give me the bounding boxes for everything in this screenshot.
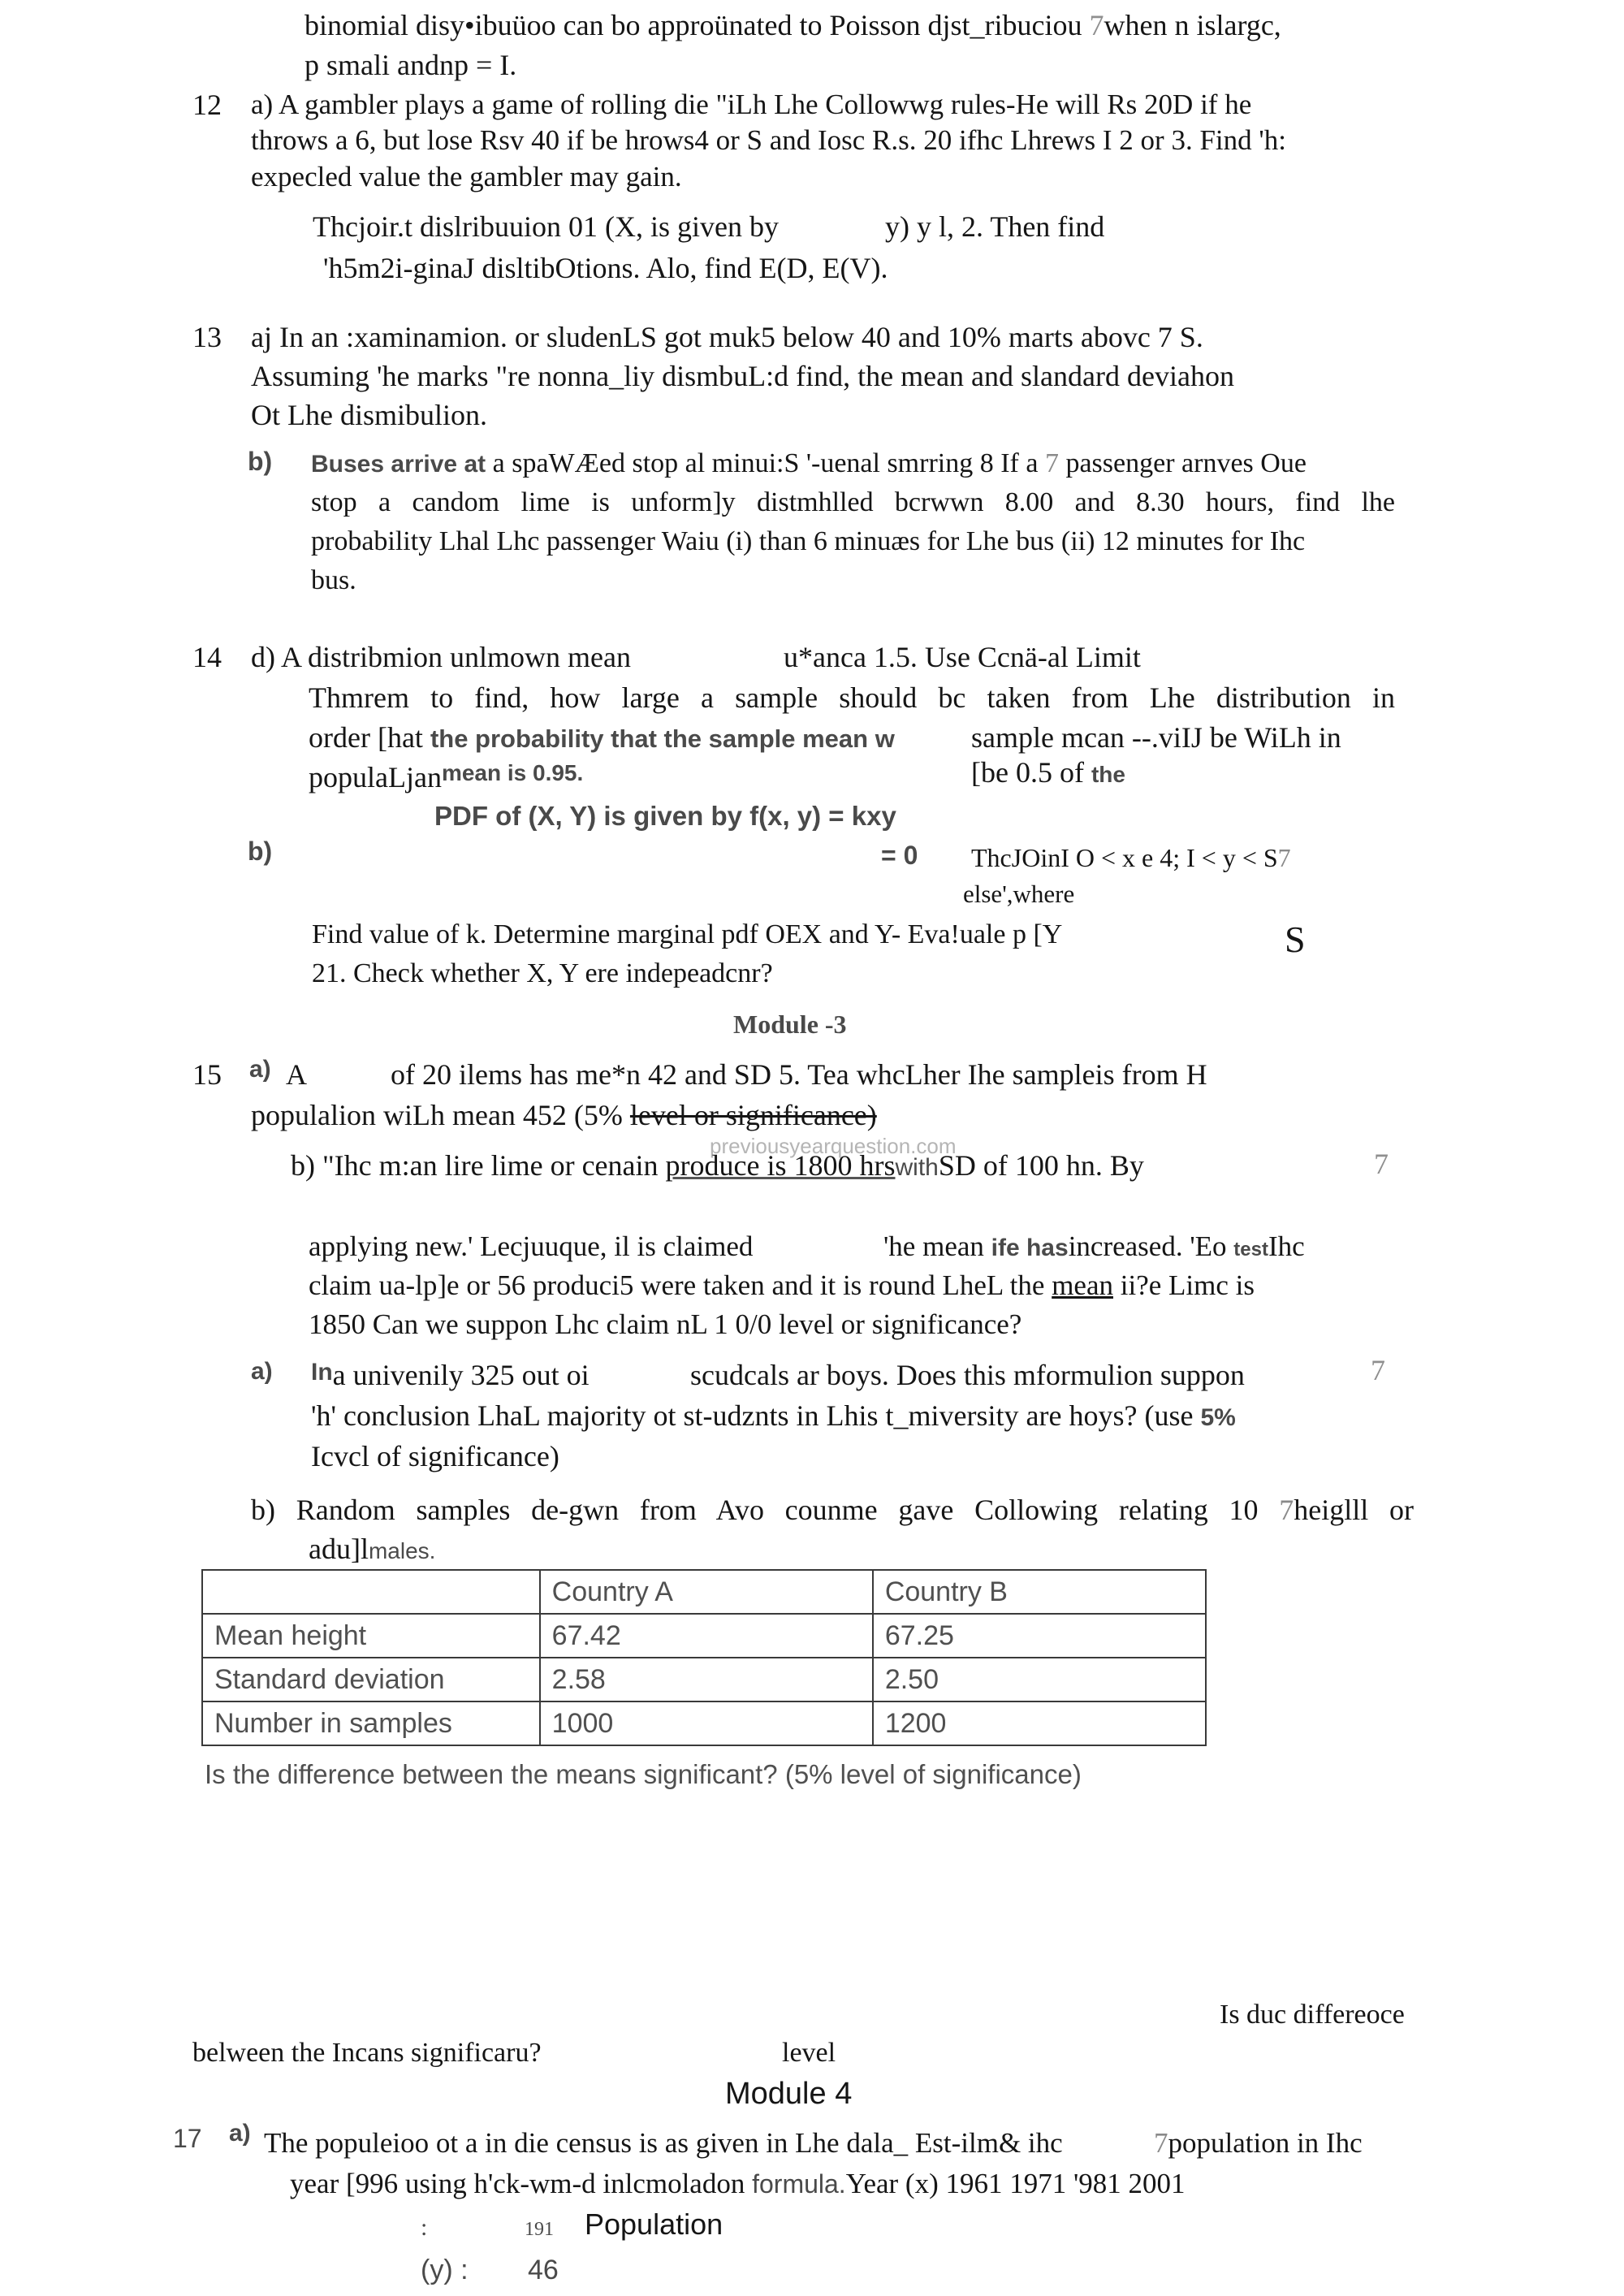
q13a-line-1: aj In an :xaminamion. or sludenLS got muk5 below 40 and 10% marts abovc 7 S.: [251, 321, 1203, 353]
q17-line-3a: :: [421, 2214, 428, 2241]
q17-line-1b: 7population in Ihc: [1154, 2127, 1363, 2159]
q13b-line-4: bus.: [311, 565, 356, 595]
q14b-line-3b: S: [1285, 919, 1306, 960]
q16a-line-3: Icvcl of significance): [311, 1440, 559, 1472]
table-cell: 2.58: [540, 1658, 873, 1701]
q14a-line-4b: [be 0.5 of the: [971, 756, 1125, 789]
q16a-label: a): [251, 1358, 273, 1385]
table-header-cell: [202, 1570, 540, 1614]
table-header-row: [202, 1570, 1206, 1614]
marks-indicator: 7: [1371, 1354, 1385, 1386]
q14b-line-3a: Find value of k. Determine marginal pdf OEX and Y- Eva!uale p [Y: [312, 919, 1063, 949]
q12a-line-3: expecled value the gambler may gain.: [251, 161, 682, 192]
q16b-question: Is the difference between the means significant? (5% level of significance): [205, 1759, 1082, 1789]
table-row: [202, 1658, 1206, 1701]
table-cell: 1200: [873, 1701, 1206, 1745]
q15a-line-2: populalion wiLh mean 452 (5% level or significance): [251, 1099, 877, 1131]
q12b-line-1a: Thcjoir.t dislribuuion 01 (X, is given by: [313, 210, 779, 243]
table-cell: 67.42: [540, 1614, 873, 1658]
question-number-13: 13: [192, 321, 222, 353]
table-row: [202, 1701, 1206, 1745]
q14a-line-1b: u*anca 1.5. Use Ccnä-al Limit: [784, 641, 1141, 673]
q12b-line-1b: y) y l, 2. Then find: [885, 210, 1105, 243]
table-row: [202, 1614, 1206, 1658]
intro-line-1: binomial disy•ibuüoo can bo approünated to Poisson djst_ribuciou 7when n islargc,: [304, 9, 1281, 41]
q14b-line-1: ThcJOinI O < x e 4; I < y < S7: [971, 843, 1291, 872]
watermark-text: previousyearquestion.com: [710, 1134, 957, 1158]
q14b-zero-otherwise: = 0: [881, 841, 918, 870]
q15a-label: a): [249, 1056, 271, 1083]
table-cell: Number in samples: [202, 1701, 540, 1745]
q15a-line-1a: A: [286, 1058, 307, 1091]
q17-line-4b: 46: [528, 2255, 559, 2285]
q14b-pdf-definition: PDF of (X, Y) is given by f(x, y) = kxy: [434, 801, 896, 831]
q14a-line-2: Thmrem to find, how large a sample should bc taken from Lhe distribution in: [309, 681, 1395, 714]
height-comparison-table: [201, 1569, 1207, 1746]
q15a-line-1b: of 20 ilems has me*n 42 and SD 5. Tea whcLher Ihe sampleis from H: [391, 1058, 1207, 1091]
q13a-line-3: Ot Lhe dismibulion.: [251, 399, 487, 431]
table-cell: Standard deviation: [202, 1658, 540, 1701]
q17-line-2: year [996 using h'ck-wm-d inlcmoladon formula.Year (x) 1961 1971 '981 2001: [290, 2168, 1186, 2199]
q16a-line-1b: scudcals ar boys. Does this mformulion suppon: [690, 1359, 1245, 1391]
q16b-line-1: b) Random samples de-gwn from Avo counme gave Collowing relating 10 7heiglll or: [251, 1494, 1414, 1526]
q15b-line-1: b) "Ihc m:an lire lime or cenain produce is 1800 hrswithSD of 100 hn. By: [291, 1149, 1144, 1182]
module-3-heading: Module -3: [733, 1010, 847, 1039]
q17-line-4a: (y) :: [421, 2255, 469, 2285]
q17a-label: a): [229, 2120, 251, 2147]
q13b-label: b): [248, 447, 273, 476]
module-4-heading: Module 4: [725, 2077, 853, 2111]
table-header-cell: Country A: [540, 1570, 873, 1614]
question-number-12: 12: [192, 89, 222, 121]
q14a-line-1a: d) A distribmion unlmown mean: [251, 641, 631, 673]
table-cell: 1000: [540, 1701, 873, 1745]
q15b-line-3: claim ua-lp]e or 56 produci5 were taken and it is round LheL the mean ii?e Limc is: [309, 1269, 1255, 1301]
q13b-line-2: stop a candom lime is unform]y distmhlled bcrwwn 8.00 and 8.30 hours, find lhe: [311, 487, 1395, 517]
q12b-line-2: 'h5m2i-ginaJ disltibOtions. Alo, find E(D, E(V).: [323, 252, 888, 284]
table-header-cell: Country B: [873, 1570, 1206, 1614]
q13b-line-1: Buses arrive at a spaWÆed stop al minui:S '-uenal smrring 8 If a 7 passenger arnves Oue: [311, 448, 1307, 478]
q14a-line-3b: sample mcan --.viIJ be WiLh in: [971, 721, 1341, 754]
q16a-line-1a: Ina univenily 325 out oi: [311, 1359, 590, 1391]
q16b-line-2: adu]lmales.: [309, 1533, 436, 1565]
intro-line-2: p smali andnp = I.: [304, 49, 517, 81]
q14a-line-3: order [hat the probability that the sample mean w: [309, 721, 895, 754]
question-number-14: 14: [192, 641, 222, 673]
q15b-line-2b: 'he mean ife hasincreased. 'Eo testIhc: [883, 1230, 1305, 1262]
table-cell: 2.50: [873, 1658, 1206, 1701]
q16a-line-2: 'h' conclusion LhaL majority ot st-udznts in Lhis t_miversity are hoys? (use 5%: [311, 1399, 1236, 1432]
q14b-line-4: 21. Check whether X, Y ere indepeadcnr?: [312, 958, 773, 988]
q17-line-3c: Population: [585, 2207, 723, 2241]
q17-line-1a: The populeioo ot a in die census is as given in Lhe dala_ Est-ilm& ihc: [264, 2127, 1063, 2159]
q13a-line-2: Assuming 'he marks "re nonna_liy dismbuL:d find, the mean and slandard deviahon: [251, 360, 1234, 392]
question-number-15: 15: [192, 1058, 222, 1091]
q14a-line-4: populaLjan$^{mean is 0.95.}$: [309, 760, 584, 793]
duplicate-fragment-3: level: [782, 2038, 836, 2068]
table-cell: 67.25: [873, 1614, 1206, 1658]
marks-indicator: 7: [1374, 1148, 1389, 1180]
table-cell: Mean height: [202, 1614, 540, 1658]
question-number-17: 17: [173, 2124, 202, 2153]
q15b-line-4: 1850 Can we suppon Lhc claim nL 1 0/0 level or significance?: [309, 1308, 1022, 1340]
q12a-line-1: a) A gambler plays a game of rolling die "iLh Lhe Collowwg rules-He will Rs 20D if he: [251, 89, 1252, 120]
duplicate-fragment-2: belween the Incans significaru?: [192, 2038, 542, 2068]
q12a-line-2: throws a 6, but lose Rsv 40 if be hrows4 or S and Iosc R.s. 20 ifhc Lhrews I 2 or 3. Find 'h:: [251, 124, 1286, 156]
duplicate-fragment-1: Is duc differeoce: [1220, 2000, 1405, 2030]
q17-line-3b: 191: [525, 2219, 554, 2240]
q14b-label: b): [248, 837, 273, 866]
q13b-line-3: probability Lhal Lhc passenger Waiu (i) than 6 minuæs for Lhe bus (ii) 12 minutes for Ihc: [311, 526, 1306, 556]
q15b-line-2a: applying new.' Lecjuuque, il is claimed: [309, 1230, 754, 1262]
q14b-line-2: else',where: [963, 880, 1075, 908]
